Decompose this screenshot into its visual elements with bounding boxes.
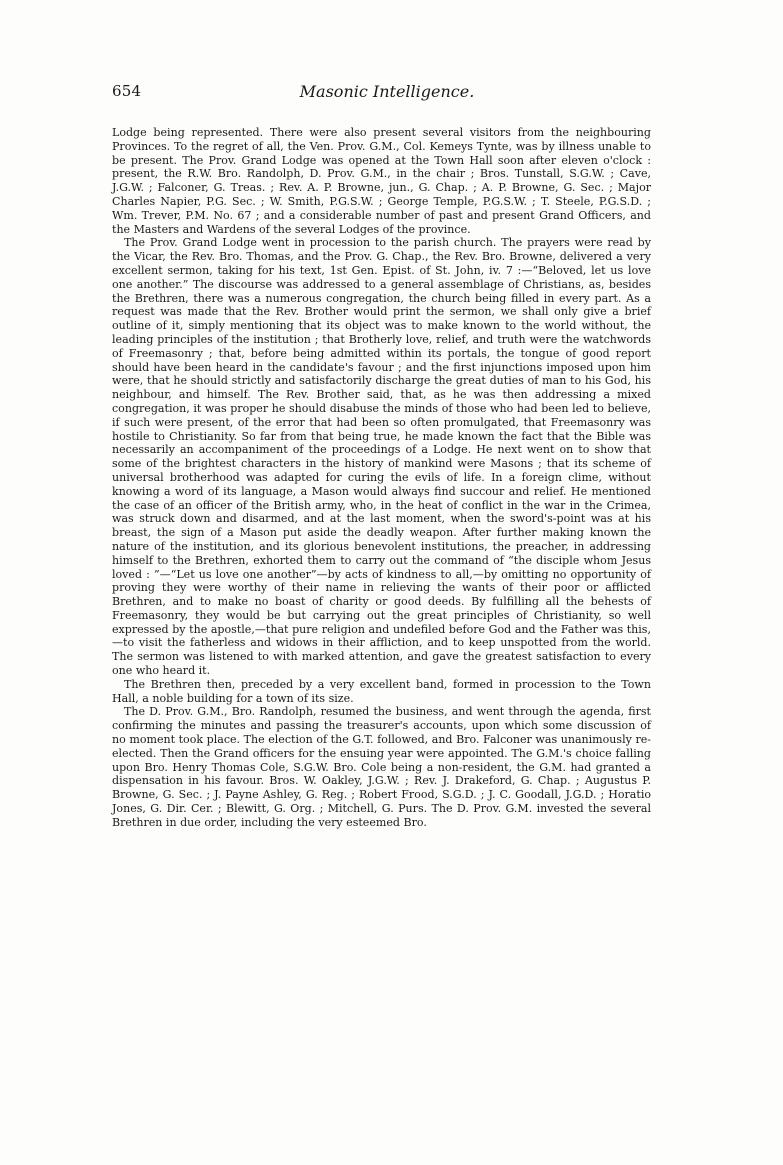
running-title: Masonic Intelligence. — [299, 82, 475, 101]
paragraph-1: Lodge being represented. There were also present several visitors from the neighbouring Provinces. To the regret of all, the Ven. Prov. G.M., Col. Kemeys Tynte, was by illness unable to be present. The Prov. Grand Lodge was opened at the Town Hall soon after eleven o'clock : present, the R.W. Bro. Randolph, D. Prov. G.M., in the chair ; Bros. Tunstall, S.G.W. ; Cave, J.G.W. ; Falconer, G. Treas. ; Rev. A. P. Browne, jun., G. Chap. ; A. P. Browne, G. Sec. ; Major Charles Napier, P.G. Sec. ; W. Smith, P.G.S.W. ; George Temple, P.G.S.W. ; T. Steele, P.G.S.D. ; Wm. Trever, P.M. No. 67 ; and a considerable number of past and present Grand Officers, and the Masters and Wardens of the several Lodges of the province. — [112, 126, 651, 236]
article-body — [112, 126, 651, 830]
page-number: 654 — [112, 82, 142, 100]
paragraph-3: The Brethren then, preceded by a very excellent band, formed in procession to the Town Hall, a noble building for a town of its size. — [112, 677, 651, 705]
paragraph-4: The D. Prov. G.M., Bro. Randolph, resumed the business, and went through the agenda, first confirming the minutes and passing the treasurer's accounts, upon which some discussion of no moment took place. The election of the G.T. followed, and Bro. Falconer was unanimously re-elected. Then the Grand officers for the ensuing year were appointed. The G.M.'s choice falling upon Bro. Henry Thomas Cole, S.G.W. Bro. Cole being a non-resident, the G.M. had granted a dispensation in his favour. Bros. W. Oakley, J.G.W. ; Rev. J. Drakeford, G. Chap. ; Augustus P. Browne, G. Sec. ; J. Payne Ashley, G. Reg. ; Robert Frood, S.G.D. ; J. C. Goodall, J.G.D. ; Horatio Jones, G. Dir. Cer. ; Blewitt, G. Org. ; Mitchell, G. Purs. The D. Prov. G.M. invested the several Brethren in due order, including the very esteemed Bro. — [112, 705, 651, 829]
page-header — [112, 82, 662, 108]
paragraph-2: The Prov. Grand Lodge went in procession to the parish church. The prayers were read by the Vicar, the Rev. Bro. Thomas, and the Prov. G. Chap., the Rev. Bro. Browne, delivered a very excellent sermon, taking for his text, 1st Gen. Epist. of St. John, iv. 7 :—“Beloved, let us love one another.” The discourse was addressed to a general assemblage of Christians, as, besides the Brethren, there was a numerous congregation, the church being filled in every part. As a request was made that the Rev. Brother would print the sermon, we shall only give a brief outline of it, simply mentioning that its object was to make known to the world without, the leading principles of the institution ; that Brotherly love, relief, and truth were the watchwords of Freemasonry ; that, before being admitted within its portals, the tongue of good report should have been heard in the candidate's favour ; and the first injunctions imposed upon him were, that he should strictly and satisfactorily discharge the great duties of man to his God, his neighbour, and himself. The Rev. Brother said, that, as he was then addressing a mixed congregation, it was proper he should disabuse the minds of those who had been led to believe, if such were present, of the error that had been so often promulgated, that Freemasonry was hostile to Christianity. So far from that being true, he made known the fact that the Bible was necessarily an accompaniment of the proceedings of a Lodge. He next went on to show that some of the brightest characters in the history of mankind were Masons ; that its scheme of universal brotherhood was adapted for curing the evils of life. In a foreign clime, without knowing a word of its language, a Mason would always find succour and relief. He mentioned the case of an officer of the British army, who, in the heat of conflict in the war in the Crimea, was struck down and disarmed, and at the last moment, when the sword's-point was at his breast, the sign of a Mason put aside the deadly weapon. After further making known the nature of the institution, and its glorious benevolent institutions, the preacher, in addressing himself to the Brethren, exhorted them to carry out the command of “the disciple whom Jesus loved : ”—“Let us love one another”—by acts of kindness to all,—by omitting no opportunity of proving they were worthy of their name in relieving the wants of their poor or afflicted Brethren, and to make no boast of charity or good deeds. By fulfilling all the behests of Freemasonry, they would be but carrying out the great principles of Christianity, so well expressed by the apostle,—that pure religion and undefiled before God and the Father was this,—to visit the fatherless and widows in their affliction, and to keep unspotted from the world. The sermon was listened to with marked attention, and gave the greatest satisfaction to every one who heard it. — [112, 236, 651, 678]
